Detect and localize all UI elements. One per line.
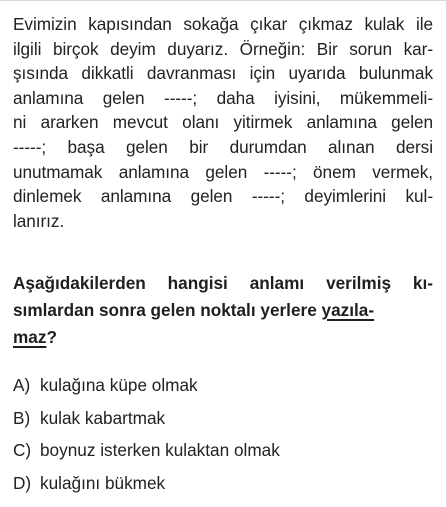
option-c[interactable]: [13, 434, 433, 467]
option-b[interactable]: [13, 402, 433, 435]
option-a[interactable]: [13, 369, 433, 402]
question-line: [13, 324, 433, 351]
question-text: sımlardan sonra gelen noktalı yerlere: [13, 300, 322, 320]
option-letter: C): [13, 440, 32, 460]
option-text: kulağını bükmek: [40, 472, 166, 493]
question-line: Aşağıdakilerden hangisi anlamı verilmiş kı-: [13, 273, 433, 293]
passage-line: lanırız.: [13, 210, 65, 231]
option-text: kulak kabartmak: [40, 407, 166, 428]
option-letter: A): [13, 375, 31, 395]
passage-line: ilgili birçok deyim duyarız. Örneğin: Bir sorun kar-: [13, 38, 433, 59]
question-emphasis: yazıla-: [321, 300, 375, 320]
passage-line: anlamına gelen -----; daha iyisini, mükemmeli-: [13, 87, 433, 108]
option-letter: B): [13, 407, 31, 428]
answer-options: [13, 369, 433, 499]
passage-line: şısında dikkatli davranması için uyarıda bulunmak: [13, 63, 433, 84]
question-line: [13, 297, 433, 324]
option-text: kulağına küpe olmak: [40, 375, 198, 395]
passage-line: -----; başa gelen bir durumdan alınan dersi: [13, 136, 433, 157]
option-text: boynuz isterken kulaktan olmak: [40, 440, 280, 460]
question-stem: [13, 270, 433, 351]
option-d[interactable]: [13, 467, 433, 500]
passage-line: Evimizin kapısından sokağa çıkar çıkmaz kulak ile: [13, 14, 433, 34]
passage-line: unutmamak anlamına gelen -----; önem vermek,: [13, 161, 433, 182]
question-emphasis: maz: [13, 327, 47, 347]
passage-line: dinlemek anlamına gelen -----; deyimlerini kul-: [13, 186, 433, 207]
passage: [13, 12, 433, 233]
question-mark: ?: [46, 327, 57, 347]
passage-line: ni ararken mevcut olanı yitirmek anlamına gelen: [13, 112, 433, 133]
option-letter: D): [13, 472, 32, 493]
